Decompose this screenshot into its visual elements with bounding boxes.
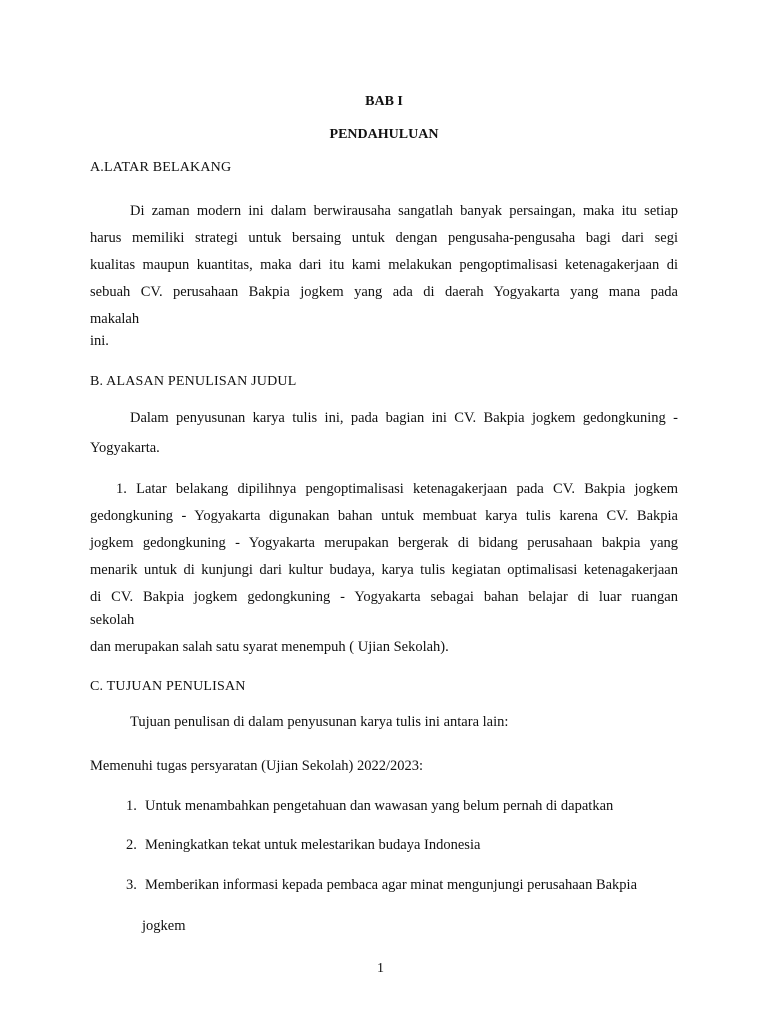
section-a-heading: A.LATAR BELAKANG (90, 160, 232, 175)
chapter-number: BAB I (365, 94, 403, 109)
paragraph-line: sebuah CV. perusahaan Bakpia jogkem yang ada di daerah Yogyakarta yang mana pada (90, 284, 678, 300)
paragraph-line: ini. (90, 333, 109, 349)
list-item-line: menarik untuk di kunjungi dari kultur budaya, karya tulis kegiatan optimalisasi ketenagakerjaan (90, 562, 678, 578)
section-c-intro: Tujuan penulisan di dalam penyusunan karya tulis ini antara lain: (130, 714, 509, 730)
paragraph-line: Dalam penyusunan karya tulis ini, pada bagian ini CV. Bakpia jogkem gedongkuning - (130, 410, 678, 426)
list-item-line: sekolah (90, 612, 135, 628)
paragraph-line: makalah (90, 311, 140, 327)
list-item-line: di CV. Bakpia jogkem gedongkuning - Yogyakarta sebagai bahan belajar di luar ruangan (90, 589, 678, 605)
list-item-line: 1. Latar belakang dipilihnya pengoptimalisasi ketenagakerjaan pada CV. Bakpia jogkem (116, 481, 678, 497)
list-item-text: Untuk menambahkan pengetahuan dan wawasan yang belum pernah di dapatkan (145, 798, 614, 814)
list-item-line: dan merupakan salah satu syarat menempuh ( Ujian Sekolah). (90, 639, 449, 655)
paragraph-line: Di zaman modern ini dalam berwirausaha sangatlah banyak persaingan, maka itu setiap (130, 203, 678, 219)
list-number: 3. (126, 877, 137, 893)
section-c-heading: C. TUJUAN PENULISAN (90, 679, 246, 694)
paragraph-line: kualitas maupun kuantitas, maka dari itu kami melakukan pengoptimalisasi ketenagakerjaan di (90, 257, 678, 273)
paragraph-line: harus memiliki strategi untuk bersaing untuk dengan pengusaha-pengusaha bagi dari segi (90, 230, 678, 246)
list-number: 1. (126, 798, 137, 814)
section-b-heading: B. ALASAN PENULISAN JUDUL (90, 374, 297, 389)
list-item-text: Meningkatkan tekat untuk melestarikan budaya Indonesia (145, 837, 481, 853)
list-item-text: Memberikan informasi kepada pembaca agar minat mengunjungi perusahaan Bakpia (145, 877, 638, 893)
page-number: 1 (377, 961, 384, 976)
list-item-line: jogkem gedongkuning - Yogyakarta merupakan bergerak di bidang perusahaan bakpia yang (90, 535, 678, 551)
paragraph-line: Yogyakarta. (90, 440, 160, 456)
list-number: 2. (126, 837, 137, 853)
list-item-continuation: jogkem (142, 918, 186, 934)
requirement-line: Memenuhi tugas persyaratan (Ujian Sekolah) 2022/2023: (90, 758, 424, 774)
list-item-line: gedongkuning - Yogyakarta digunakan bahan untuk membuat karya tulis karena CV. Bakpia (90, 508, 678, 524)
chapter-title: PENDAHULUAN (329, 127, 439, 142)
